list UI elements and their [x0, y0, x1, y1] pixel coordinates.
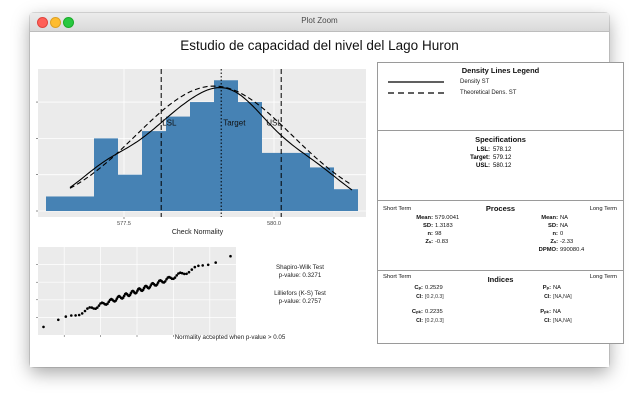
process-value: 0 — [560, 231, 564, 237]
process-title: Process — [485, 204, 516, 213]
x-tick-label: 577.5 — [117, 221, 131, 227]
spec-value: 580.12 — [493, 163, 512, 169]
process-value: 579.0041 — [435, 215, 460, 221]
normality-footer: Normality accepted when p-value > 0.05 — [174, 334, 286, 341]
ppk-label: Pₚₖ: — [540, 309, 551, 315]
process-value: NA — [560, 215, 569, 221]
pp-label: Pₚ: — [542, 285, 551, 291]
lsl-label: LSL — [162, 118, 177, 128]
normality-point — [188, 271, 191, 274]
histogram-bar — [286, 153, 310, 211]
shapiro-title: Shapiro-Wilk Test — [275, 264, 325, 271]
histogram-bar — [70, 196, 94, 211]
process-key: Mean: — [541, 215, 558, 221]
normality-point — [229, 255, 232, 258]
cp-value: 0.2529 — [425, 285, 443, 291]
title-bar[interactable] — [30, 13, 609, 32]
process-key: SD: — [423, 223, 433, 229]
process-key: n: — [427, 231, 433, 237]
ppk-ci-label: CI: — [544, 318, 551, 324]
normality-point — [201, 264, 204, 267]
process-long-term-values — [378, 215, 623, 265]
lilliefors-value: p-value: 0.2757 — [278, 298, 322, 305]
density-legend-panel — [377, 62, 624, 132]
normality-point — [78, 314, 81, 317]
normality-point — [86, 307, 89, 310]
normality-point — [197, 265, 200, 268]
normality-point — [57, 319, 60, 322]
legend-title: Density Lines Legend — [461, 66, 540, 75]
process-value: 990080.4 — [560, 247, 585, 253]
process-key: n: — [552, 231, 558, 237]
normality-point — [96, 306, 99, 309]
cpk-ci-label: CI: — [416, 318, 423, 324]
indices-short-term-label: Short Term — [383, 274, 412, 280]
process-key: DPMO: — [538, 247, 558, 253]
normality-title: Check Normality — [171, 229, 224, 236]
spec-key: LSL: — [476, 147, 490, 153]
indices-panel — [377, 270, 624, 344]
normality-point — [98, 304, 101, 307]
ppk-value: NA — [553, 309, 562, 315]
window-title: Plot Zoom — [301, 16, 338, 25]
process-value: 1.3183 — [435, 223, 453, 229]
plot-canvas — [30, 32, 617, 367]
process-value: -2.33 — [560, 239, 574, 245]
legend-item-theoretical-density: Theoretical Dens. ST — [460, 90, 517, 96]
cpk-value: 0.2235 — [425, 309, 443, 315]
pp-ci-label: CI: — [544, 294, 551, 300]
cp-ci-value: [0.2,0.3] — [425, 294, 444, 300]
plot-zoom-window — [30, 13, 617, 367]
process-value: -0.83 — [435, 239, 449, 245]
histogram-bar — [142, 131, 166, 211]
histogram-bar — [262, 153, 286, 211]
target-label: Target — [223, 118, 246, 128]
indices-title: Indices — [487, 275, 514, 284]
normality-point — [65, 315, 68, 318]
process-key: Mean: — [416, 215, 433, 221]
process-value: 98 — [435, 231, 442, 237]
normality-point — [183, 273, 186, 276]
normality-point — [74, 314, 77, 317]
normality-point — [207, 264, 210, 267]
histogram-bar — [334, 189, 358, 211]
indices-long-term-label: Long Term — [589, 274, 617, 280]
histogram-bar — [118, 175, 142, 211]
normality-point — [194, 266, 197, 269]
plot-title: Estudio de capacidad del nivel del Lago Huron — [180, 38, 459, 53]
histogram-bar — [190, 102, 214, 211]
process-panel — [377, 200, 624, 272]
shapiro-value: p-value: 0.3271 — [278, 272, 322, 279]
histogram-bar — [94, 138, 118, 211]
legend-line-swatches — [386, 77, 446, 99]
indices-values — [378, 285, 623, 341]
process-short-term-label: Short Term — [383, 206, 412, 212]
histogram-bar — [166, 117, 190, 211]
histogram-bar — [46, 196, 70, 211]
cpk-label: Cₚₖ: — [411, 309, 423, 315]
cp-label: Cₚ: — [414, 285, 423, 291]
usl-label: USL — [266, 118, 282, 128]
normality-point — [42, 326, 45, 329]
process-long-term-label: Long Term — [589, 206, 617, 212]
spec-key: Target: — [470, 155, 490, 161]
normality-point — [174, 276, 177, 279]
histogram-bar — [214, 80, 238, 211]
cp-ci-label: CI: — [416, 294, 423, 300]
specifications-panel — [377, 130, 624, 202]
normality-point — [70, 314, 73, 317]
process-key: Zₛ: — [425, 239, 433, 245]
normality-point — [81, 312, 84, 315]
pp-ci-value: [NA,NA] — [553, 294, 572, 300]
spec-key: USL: — [476, 163, 490, 169]
cpk-ci-value: [0.2,0.3] — [425, 318, 444, 324]
pp-value: NA — [553, 285, 562, 291]
process-value: NA — [560, 223, 569, 229]
legend-item-density-st: Density ST — [460, 79, 490, 85]
lilliefors-title: Lilliefors (K-S) Test — [274, 290, 326, 297]
process-key: Zₛ: — [550, 239, 558, 245]
x-tick-label: 580.0 — [267, 221, 281, 227]
process-key: SD: — [548, 223, 558, 229]
spec-value: 579.12 — [493, 155, 512, 161]
normality-point — [84, 310, 87, 313]
spec-value: 578.12 — [493, 147, 512, 153]
normality-point — [191, 268, 194, 271]
normality-point — [185, 273, 188, 276]
normality-point — [214, 261, 217, 264]
ppk-ci-value: [NA,NA] — [553, 318, 572, 324]
specifications-title: Specifications — [475, 135, 526, 144]
